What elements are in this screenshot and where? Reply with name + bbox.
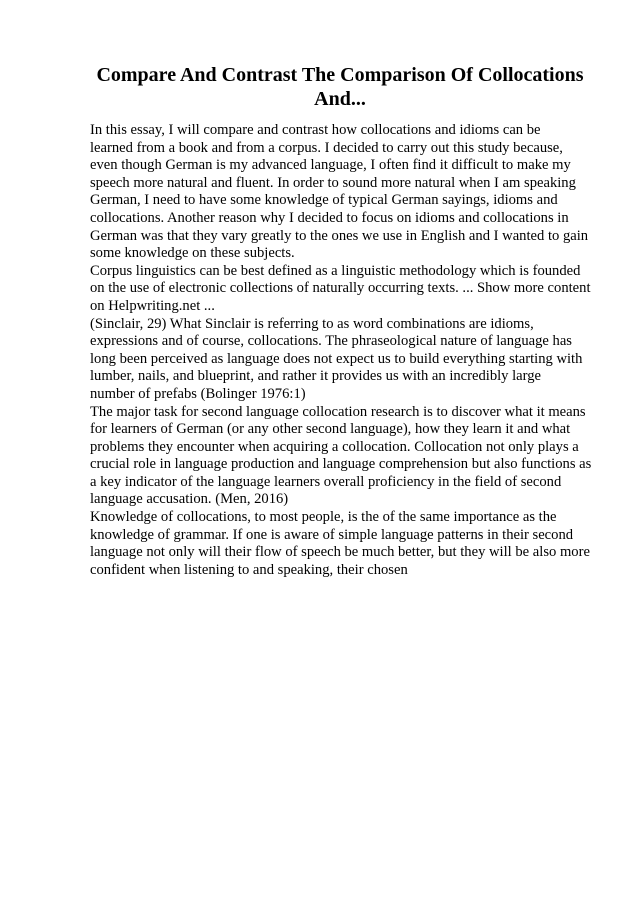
body-line: some knowledge on these subjects.: [90, 245, 295, 262]
body-line: speech more natural and fluent. In order to sound more natural when I am speaking: [90, 174, 576, 191]
body-line: number of prefabs (Bolinger 1976:1): [90, 385, 306, 402]
body-line: even though German is my advanced language, I often find it difficult to make my: [90, 157, 571, 174]
body-line: lumber, nails, and blueprint, and rather it provides us with an incredibly large: [90, 368, 542, 385]
body-line: long been perceived as language does not expect us to build everything starting with: [90, 350, 583, 367]
body-line: The major task for second language collocation research is to discover what it means: [90, 403, 586, 420]
body-line: learned from a book and from a corpus. I decided to carry out this study because,: [90, 139, 563, 156]
body-line: (Sinclair, 29) What Sinclair is referring to as word combinations are idioms,: [90, 315, 534, 332]
document-title: [90, 63, 590, 111]
body-line: for learners of German (or any other second language), how they learn it and what: [90, 421, 571, 438]
body-line: language accusation. (Men, 2016): [90, 491, 289, 508]
body-line: Knowledge of collocations, to most people, is the of the same importance as the: [90, 509, 557, 526]
body-line: crucial role in language production and language comprehension but also functions as: [90, 456, 592, 473]
body-line: problems they encounter when acquiring a collocation. Collocation not only plays a: [90, 438, 579, 455]
body-line: Corpus linguistics can be best defined as a linguistic methodology which is founded: [90, 262, 581, 279]
body-line: on Helpwriting.net ...: [90, 297, 215, 314]
body-line: language not only will their flow of speech be much better, but they will be also more: [90, 544, 590, 561]
title-line-1: Compare And Contrast The Comparison Of Collocations: [96, 64, 584, 86]
body-line: a key indicator of the language learners overall proficiency in the field of second: [90, 473, 562, 490]
body-line: German was that they vary greatly to the ones we use in English and I wanted to gain: [90, 227, 589, 244]
body-line: In this essay, I will compare and contrast how collocations and idioms can be: [90, 122, 541, 138]
body-line: knowledge of grammar. If one is aware of simple language patterns in their second: [90, 526, 574, 543]
body-line: collocations. Another reason why I decided to focus on idioms and collocations in: [90, 209, 569, 226]
body-line: expressions and of course, collocations. The phraseological nature of language has: [90, 333, 572, 350]
body-line: confident when listening to and speaking, their chosen: [90, 561, 408, 578]
title-line-2: And...: [314, 88, 366, 110]
body-line: German, I need to have some knowledge of typical German sayings, idioms and: [90, 192, 558, 209]
body-line: on the use of electronic collections of naturally occurring texts. ... Show more content: [90, 280, 591, 297]
document-body: [90, 122, 590, 579]
